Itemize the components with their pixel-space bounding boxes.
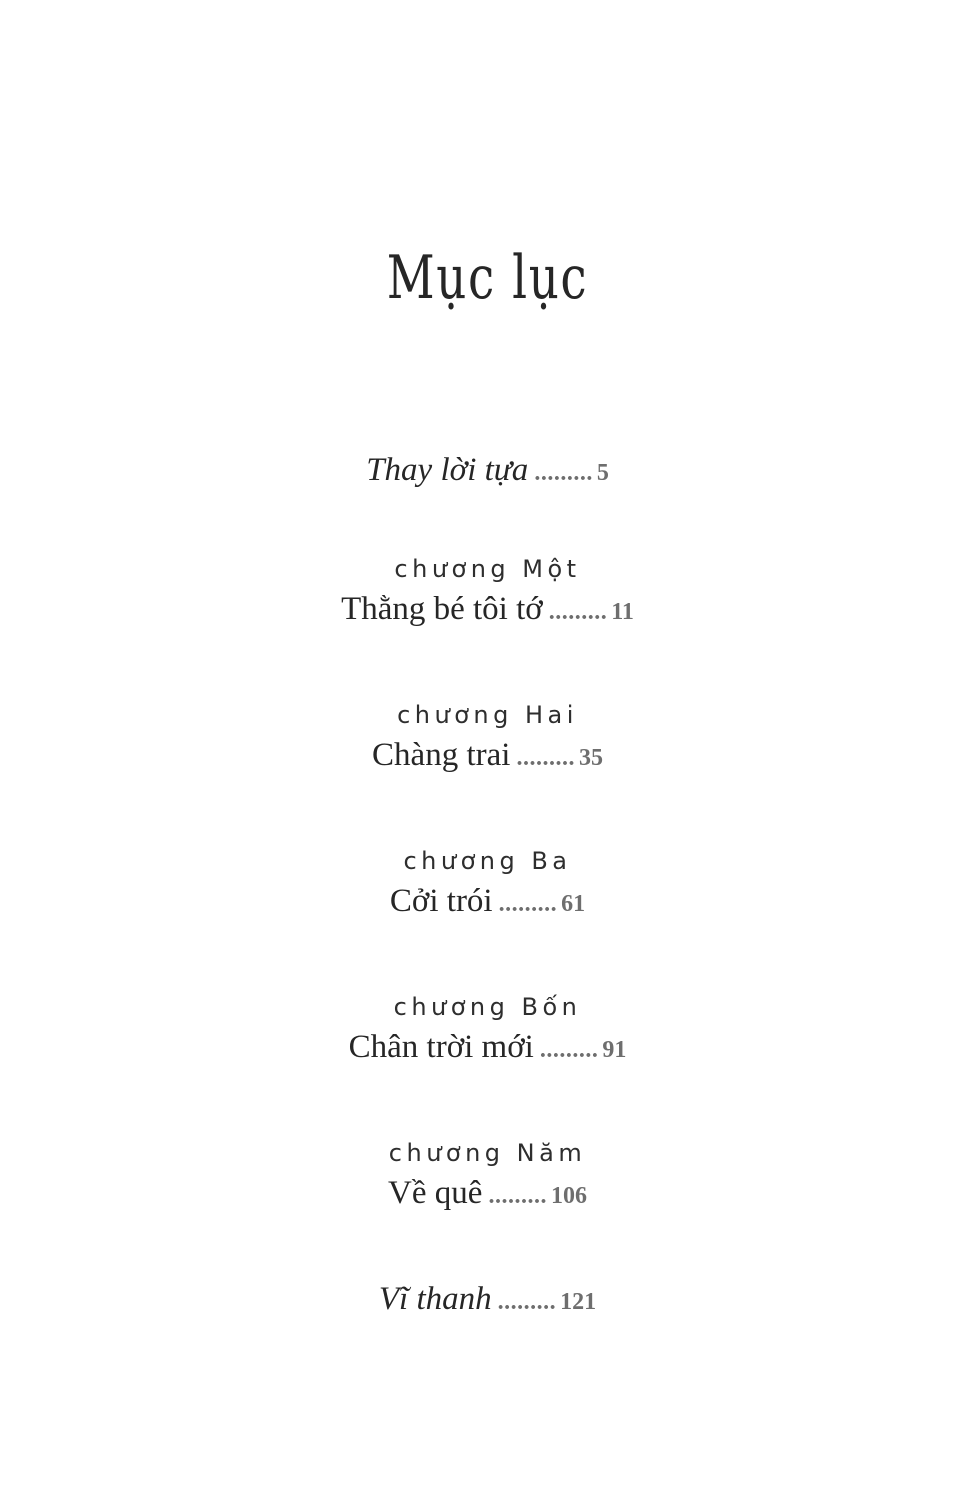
toc-entry-chapter-4[interactable] [0, 989, 975, 1072]
page-number: 106 [550, 1183, 587, 1209]
entry-title: Thằng bé tôi tớ [341, 591, 543, 627]
toc-line [0, 733, 975, 780]
leader-dots: ......... [539, 1037, 599, 1063]
page-number: 91 [602, 1037, 627, 1063]
entry-title: Chân trời mới [348, 1029, 534, 1065]
toc-entry-chapter-1[interactable] [0, 551, 975, 634]
toc-line [0, 587, 975, 634]
leader-dots: ......... [516, 745, 575, 771]
chapter-label: chương Bốn [393, 993, 582, 1021]
entry-title: Thay lời tựa [366, 452, 529, 488]
entry-title: Chàng trai [372, 737, 511, 773]
toc-entry-chapter-2[interactable] [0, 697, 975, 780]
toc-line [0, 1171, 975, 1218]
page-number: 5 [596, 460, 609, 486]
page-number: 11 [611, 599, 634, 625]
toc-line [0, 1025, 975, 1072]
leader-dots: ......... [534, 460, 593, 486]
toc-line [0, 879, 975, 926]
leader-dots: ......... [497, 1289, 557, 1315]
toc-line [0, 448, 975, 495]
entry-title: Về quê [388, 1175, 483, 1211]
page-number: 35 [578, 745, 603, 771]
toc-entry-chapter-5[interactable] [0, 1135, 975, 1218]
page-number: 61 [561, 891, 586, 917]
toc-entry-chapter-3[interactable] [0, 843, 975, 926]
leader-dots: ......... [488, 1183, 547, 1209]
toc-line [0, 1277, 975, 1324]
toc-entry-preface[interactable] [0, 448, 975, 495]
page-number: 121 [560, 1289, 597, 1315]
leader-dots: ......... [548, 599, 608, 625]
entry-title: Vĩ thanh [378, 1281, 492, 1317]
toc-entry-epilogue[interactable] [0, 1277, 975, 1324]
chapter-label: chương Ba [403, 847, 572, 875]
leader-dots: ......... [498, 891, 558, 917]
chapter-label: chương Một [394, 555, 581, 583]
chapter-label: chương Hai [397, 701, 578, 729]
page-title: Mục lục [386, 243, 589, 313]
chapter-label: chương Năm [388, 1139, 587, 1167]
entry-title: Cởi trói [389, 883, 493, 919]
